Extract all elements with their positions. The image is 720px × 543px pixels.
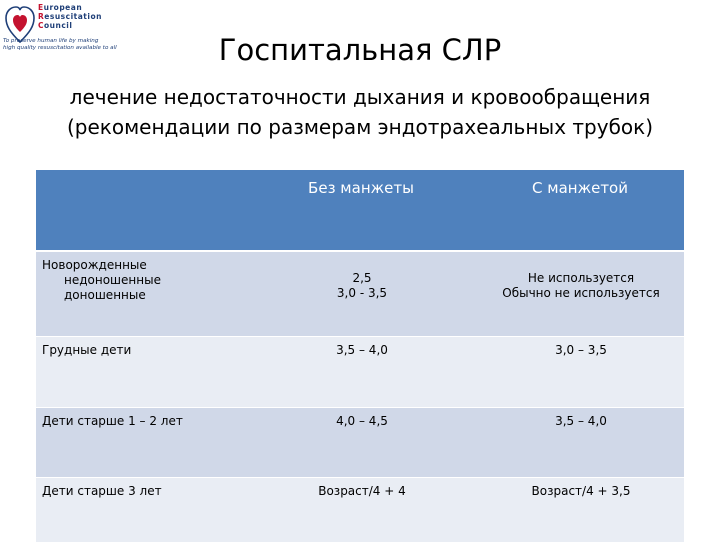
table-row	[36, 478, 684, 543]
cell-uncuffed: 3,5 – 4,0	[246, 337, 476, 408]
cell-cuffed: Не используется Обычно не используется	[476, 251, 684, 337]
cell-cuffed: 3,0 – 3,5	[476, 337, 684, 408]
logo-line-2: esuscitation	[44, 12, 102, 21]
table-row	[36, 251, 684, 337]
row-label: Дети старше 1 – 2 лет	[36, 408, 246, 478]
subtitle-line-2: (рекомендации по размерам эндотрахеальных трубок)	[66, 115, 654, 139]
logo-line-3: ouncil	[44, 21, 73, 30]
row-label: Дети старше 3 лет	[36, 478, 246, 543]
table-row	[36, 337, 684, 408]
cell-cuffed: Возраст/4 + 3,5	[476, 478, 684, 543]
table-row	[36, 408, 684, 478]
logo-motto: To preserve human life by making high quality resuscitation available to all	[3, 38, 117, 51]
cell-cuffed: 3,5 – 4,0	[476, 408, 684, 478]
page-subtitle	[0, 82, 720, 142]
cell-uncuffed: 2,5 3,0 - 3,5	[246, 251, 476, 337]
subtitle-line-1: лечение недостаточности дыхания и кровообращения	[69, 85, 651, 109]
row-label: Новорожденные недоношенные доношенные	[36, 251, 246, 337]
logo-wordmark: European Resuscitation Council	[38, 3, 102, 30]
page-title: Госпитальная СЛР	[218, 33, 502, 67]
table-header-row	[36, 170, 684, 251]
logo-line-1: uropean	[43, 3, 83, 12]
header-empty	[36, 170, 246, 251]
row-label: Грудные дети	[36, 337, 246, 408]
header-cuffed: С манжетой	[476, 170, 684, 251]
header-uncuffed: Без манжеты	[246, 170, 476, 251]
cell-uncuffed: Возраст/4 + 4	[246, 478, 476, 543]
tube-size-table	[36, 170, 684, 543]
cell-uncuffed: 4,0 – 4,5	[246, 408, 476, 478]
